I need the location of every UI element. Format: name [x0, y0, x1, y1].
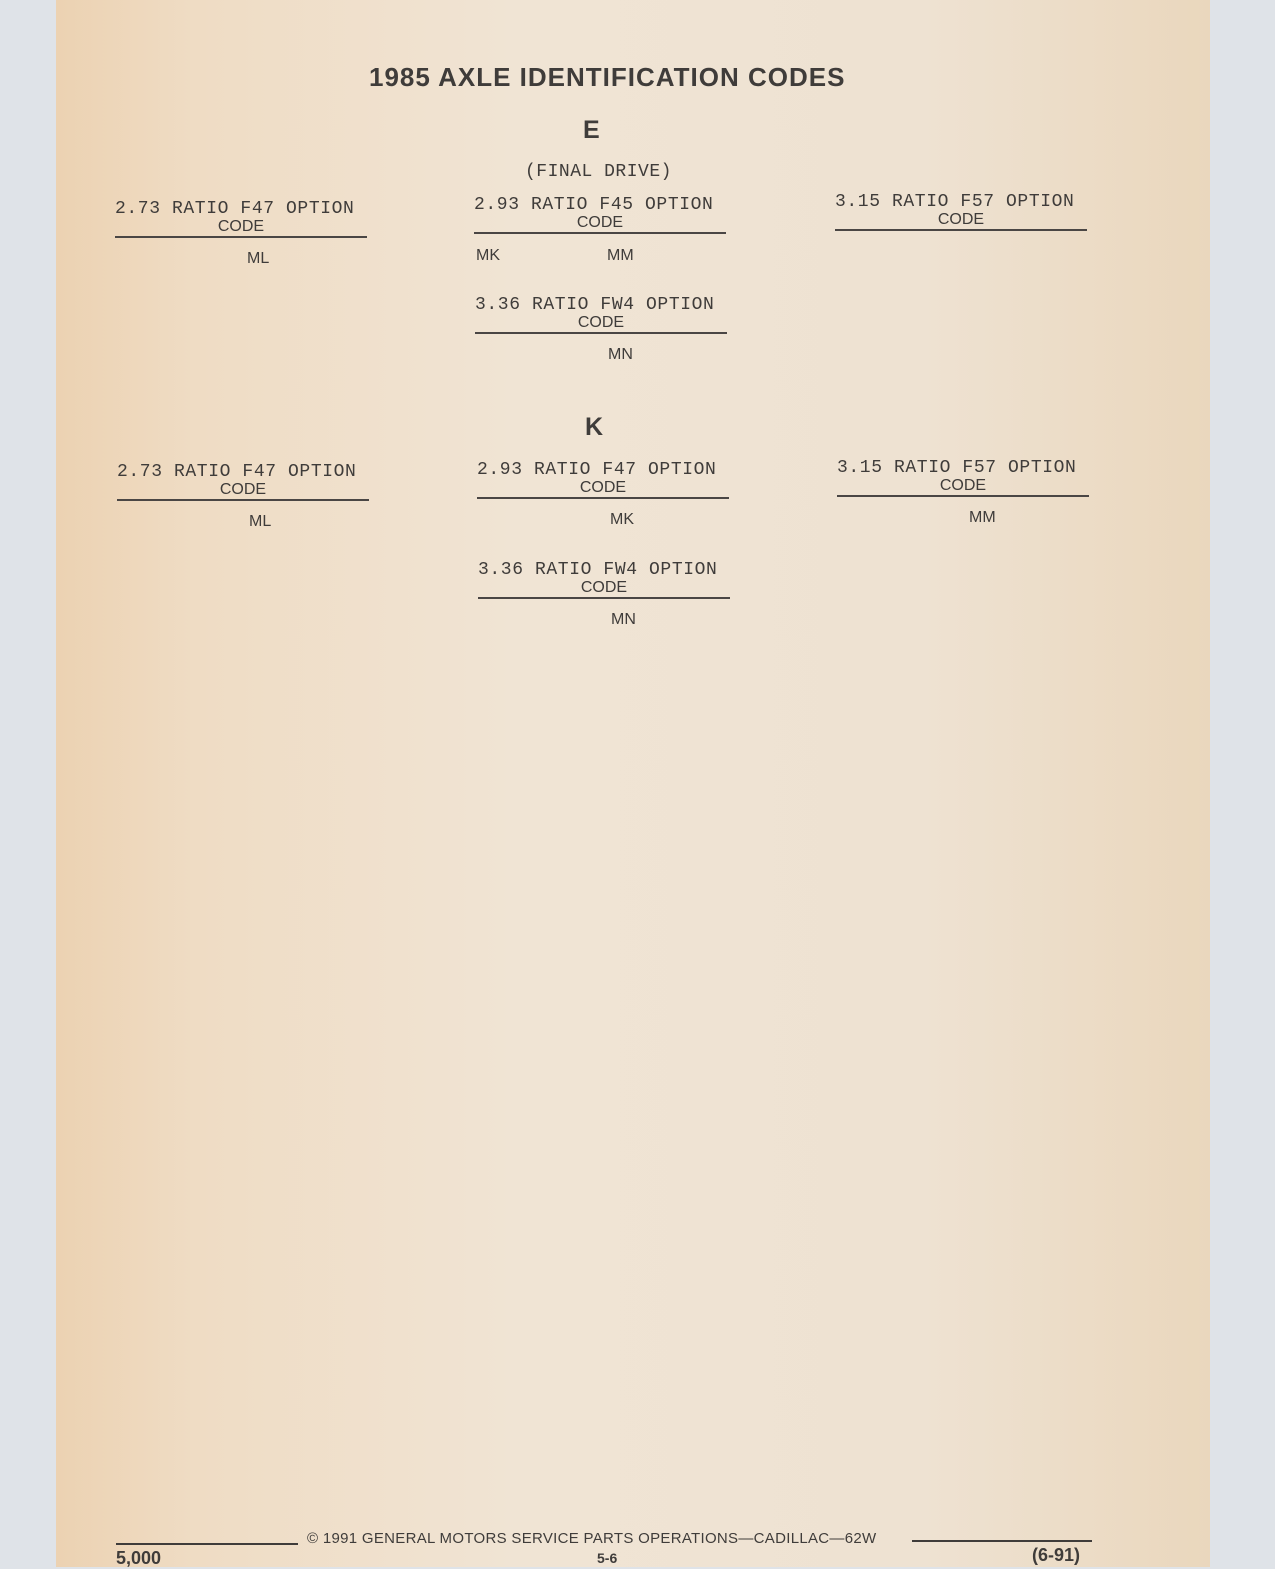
e-ratio-336-heading: 3.36 RATIO FW4 OPTION [475, 295, 715, 315]
e-ratio-315-block [835, 192, 1087, 231]
e-ratio-336-sub: CODE [577, 314, 625, 331]
k-ratio-315-rule [837, 495, 1089, 497]
e-ratio-273-code-ml: ML [247, 250, 270, 267]
k-ratio-293-rule [477, 497, 729, 499]
e-ratio-273-heading: 2.73 RATIO F47 OPTION [115, 199, 355, 219]
section-e-subtitle: (FINAL DRIVE) [525, 162, 672, 182]
k-ratio-293-sub: CODE [579, 479, 627, 496]
e-ratio-315-sub: CODE [937, 211, 985, 228]
document-page [56, 0, 1210, 1567]
footer-page-number: 5-6 [597, 1550, 618, 1566]
footer-print-quantity: 5,000 [116, 1548, 162, 1568]
k-ratio-336-block [478, 560, 730, 599]
e-ratio-293-rule [474, 232, 726, 234]
k-ratio-315-heading: 3.15 RATIO F57 OPTION [837, 458, 1077, 478]
footer-rule-right [912, 1540, 1092, 1542]
e-ratio-293-heading: 2.93 RATIO F45 OPTION [474, 195, 714, 215]
k-ratio-273-heading: 2.73 RATIO F47 OPTION [117, 462, 357, 482]
footer-copyright: © 1991 GENERAL MOTORS SERVICE PARTS OPERATIONS—CADILLAC—62W [307, 1530, 877, 1547]
e-ratio-293-sub: CODE [576, 214, 624, 231]
footer-rule-left [116, 1543, 298, 1545]
k-ratio-336-sub: CODE [580, 579, 628, 596]
k-ratio-293-block [477, 460, 729, 499]
e-ratio-293-code-mk: MK [476, 247, 500, 264]
k-ratio-336-rule [478, 597, 730, 599]
section-e-heading: E [583, 116, 600, 144]
k-ratio-273-rule [117, 499, 369, 501]
k-ratio-293-code-mk: MK [610, 511, 634, 528]
e-ratio-273-rule [115, 236, 367, 238]
k-ratio-273-block [117, 462, 369, 501]
e-ratio-315-heading: 3.15 RATIO F57 OPTION [835, 192, 1075, 212]
k-ratio-315-block [837, 458, 1089, 497]
k-ratio-293-heading: 2.93 RATIO F47 OPTION [477, 460, 717, 480]
k-ratio-273-code-ml: ML [249, 513, 272, 530]
section-k-heading: K [585, 413, 604, 441]
k-ratio-315-sub: CODE [939, 477, 987, 494]
k-ratio-336-heading: 3.36 RATIO FW4 OPTION [478, 560, 718, 580]
footer-revision-date: (6-91) [1032, 1545, 1081, 1565]
e-ratio-293-code-mm: MM [607, 247, 634, 264]
e-ratio-273-sub: CODE [217, 218, 265, 235]
e-ratio-293-block [474, 195, 726, 234]
e-ratio-315-rule [835, 229, 1087, 231]
k-ratio-273-sub: CODE [219, 481, 267, 498]
e-ratio-336-block [475, 295, 727, 334]
e-ratio-336-rule [475, 332, 727, 334]
k-ratio-336-code-mn: MN [611, 611, 636, 628]
page-title: 1985 AXLE IDENTIFICATION CODES [369, 62, 846, 92]
e-ratio-336-code-mn: MN [608, 346, 633, 363]
e-ratio-273-block [115, 199, 367, 238]
k-ratio-315-code-mm: MM [969, 509, 996, 526]
